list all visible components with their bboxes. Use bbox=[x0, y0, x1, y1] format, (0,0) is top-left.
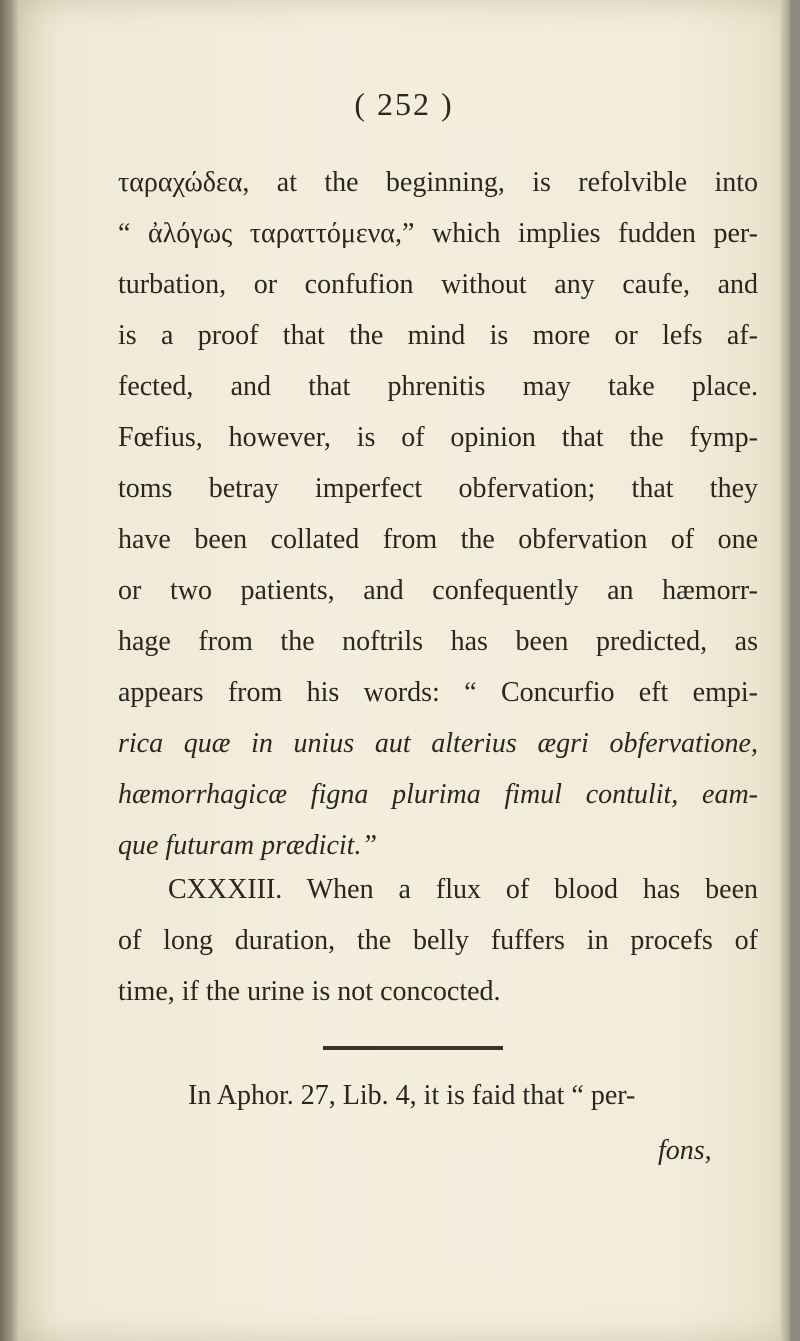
text-line: fected, and that phrenitis may take place. bbox=[118, 371, 758, 402]
book-gutter bbox=[0, 0, 18, 1341]
text-line: have been collated from the obfervation of one bbox=[118, 524, 758, 555]
paragraph-3 bbox=[118, 1070, 758, 1121]
text-line: appears from his words: “ Concurfio eft empi- bbox=[118, 677, 758, 708]
text-line: hage from the noftrils has been predicted, as bbox=[118, 626, 758, 657]
text-line: hæmorrhagicæ figna plurima fimul contulit, eam- bbox=[118, 779, 758, 810]
text-line: que futuram prædicit.” bbox=[118, 830, 378, 861]
text-line: CXXXIII. When a flux of blood has been bbox=[168, 874, 758, 905]
text-line: ταραχώδεα, at the beginning, is refolvible into bbox=[118, 167, 758, 198]
text-line: or two patients, and confequently an hæmorr- bbox=[118, 575, 758, 606]
catchword: fons, bbox=[658, 1135, 712, 1166]
text-line: Fœfius, however, is of opinion that the fymp- bbox=[118, 422, 758, 453]
page-number-header: ( 252 ) bbox=[354, 86, 454, 122]
paragraph-2 bbox=[118, 864, 758, 1017]
text-line: In Aphor. 27, Lib. 4, it is faid that “ per- bbox=[188, 1080, 636, 1111]
text-line: rica quæ in unius aut alterius ægri obfervatione, bbox=[118, 728, 758, 759]
text-line: “ ἀλόγως ταραττόμενα,” which implies fudden per- bbox=[118, 218, 758, 249]
text-line: time, if the urine is not concocted. bbox=[118, 976, 501, 1007]
text-line: of long duration, the belly fuffers in procefs of bbox=[118, 925, 758, 956]
text-line: is a proof that the mind is more or lefs af- bbox=[118, 320, 758, 351]
book-page bbox=[18, 0, 790, 1341]
text-line: turbation, or confufion without any caufe, and bbox=[118, 269, 758, 300]
paragraph-1 bbox=[118, 157, 758, 871]
text-line: toms betray imperfect obfervation; that they bbox=[118, 473, 758, 504]
section-divider-rule bbox=[323, 1046, 503, 1050]
page-edge bbox=[780, 0, 790, 1341]
